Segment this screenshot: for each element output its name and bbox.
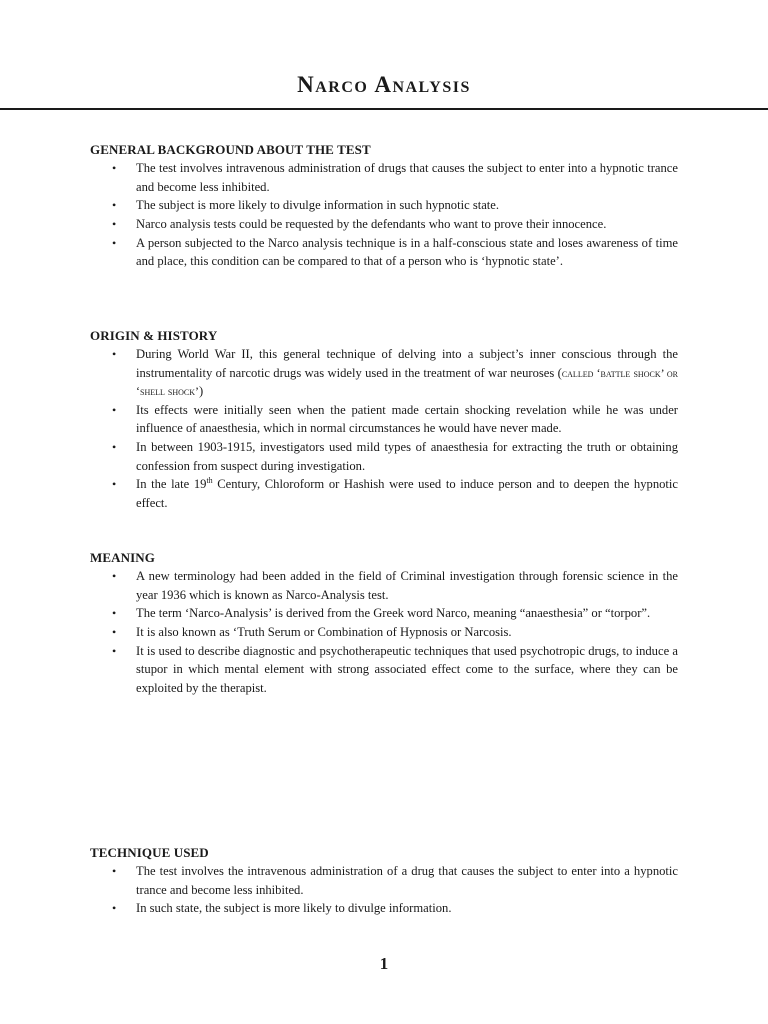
bullet-icon: • <box>112 235 117 250</box>
list-item: • In between 1903-1915, investigators used mild types of anaesthesia for extracting the truth or obtaining confession from suspect during investigation. <box>112 440 678 473</box>
section-technique-used <box>90 844 678 918</box>
section-heading: TECHNIQUE USED <box>90 845 209 860</box>
section-origin-history <box>90 327 678 513</box>
bullet-icon: • <box>112 569 117 583</box>
list-item: • During World War II, this general technique of delving into a subject’s inner conscious through the instrumentality of narcotic drugs was widely used in the treatment of war neuroses (called ‘battle shock’ or ‘shell shock’) <box>112 347 678 398</box>
bullet-icon: • <box>112 625 117 640</box>
page-number: 1 <box>379 954 389 973</box>
bullet-icon: • <box>112 440 117 455</box>
bullet-icon: • <box>112 198 117 213</box>
list-item: • In the late 19th Century, Chloroform or Hashish were used to induce person and to deepen the hypnotic effect. <box>112 476 679 510</box>
list-item: • It is used to describe diagnostic and psychotherapeutic techniques that used psychotropic drugs, to induce a stupor in which mental element with strong associated effect come to the surface, where they can be exploited by the therapist. <box>112 643 678 695</box>
list-item: • In such state, the subject is more likely to divulge information. <box>90 899 678 918</box>
list-item: • The subject is more likely to divulge information in such hypnotic state. <box>90 196 678 215</box>
bullet-list <box>90 345 678 512</box>
bullet-icon: • <box>112 901 117 916</box>
superscript: th <box>206 476 213 486</box>
section-heading: ORIGIN & HISTORY <box>90 328 218 343</box>
small-caps-text: called ‘battle shock’ or ‘shell shock’ <box>136 365 678 398</box>
list-item: • A new terminology had been added in the field of Criminal investigation through forensic science in the year 1936 which is known as Narco-Analysis test. <box>112 569 678 602</box>
bullet-list <box>90 862 678 918</box>
list-item: • Narco analysis tests could be requested by the defendants who want to prove their innocence. <box>90 215 678 234</box>
bullet-list <box>90 567 678 697</box>
bullet-icon: • <box>112 606 117 621</box>
title-divider <box>0 108 768 110</box>
list-item: • It is also known as ‘Truth Serum or Combination of Hypnosis or Narcosis. <box>90 623 678 642</box>
section-heading: MEANING <box>90 550 155 565</box>
list-item: • The test involves the intravenous administration of a drug that causes the subject to enter into a hypnotic trance and become less inhibited. <box>112 864 678 897</box>
bullet-icon: • <box>112 643 117 658</box>
bullet-list <box>90 159 678 271</box>
bullet-icon: • <box>112 217 117 232</box>
bullet-icon: • <box>112 477 117 492</box>
list-item: • The term ‘Narco-Analysis’ is derived from the Greek word Narco, meaning “anaesthesia” or “torpor”. <box>90 604 678 623</box>
list-item: • Its effects were initially seen when the patient made certain shocking revelation while he was under influence of anaesthesia, which in normal circumstances he would have never made. <box>112 402 678 436</box>
bullet-icon: • <box>112 864 117 878</box>
page-title: Narco Analysis <box>297 72 471 97</box>
section-meaning <box>90 549 678 698</box>
list-item: • A person subjected to the Narco analysis technique is in a half-conscious state and loses awareness of time and place, this condition can be compared to that of a person who is ‘hypnotic state’. <box>112 235 678 269</box>
bullet-icon: • <box>112 161 117 175</box>
list-item: • The test involves intravenous administration of drugs that causes the subject to enter into a hypnotic trance and become less inhibited. <box>112 161 678 194</box>
section-general-background <box>90 141 678 271</box>
bullet-icon: • <box>112 347 117 361</box>
bullet-icon: • <box>112 402 117 417</box>
section-heading: GENERAL BACKGROUND ABOUT THE TEST <box>90 142 371 157</box>
